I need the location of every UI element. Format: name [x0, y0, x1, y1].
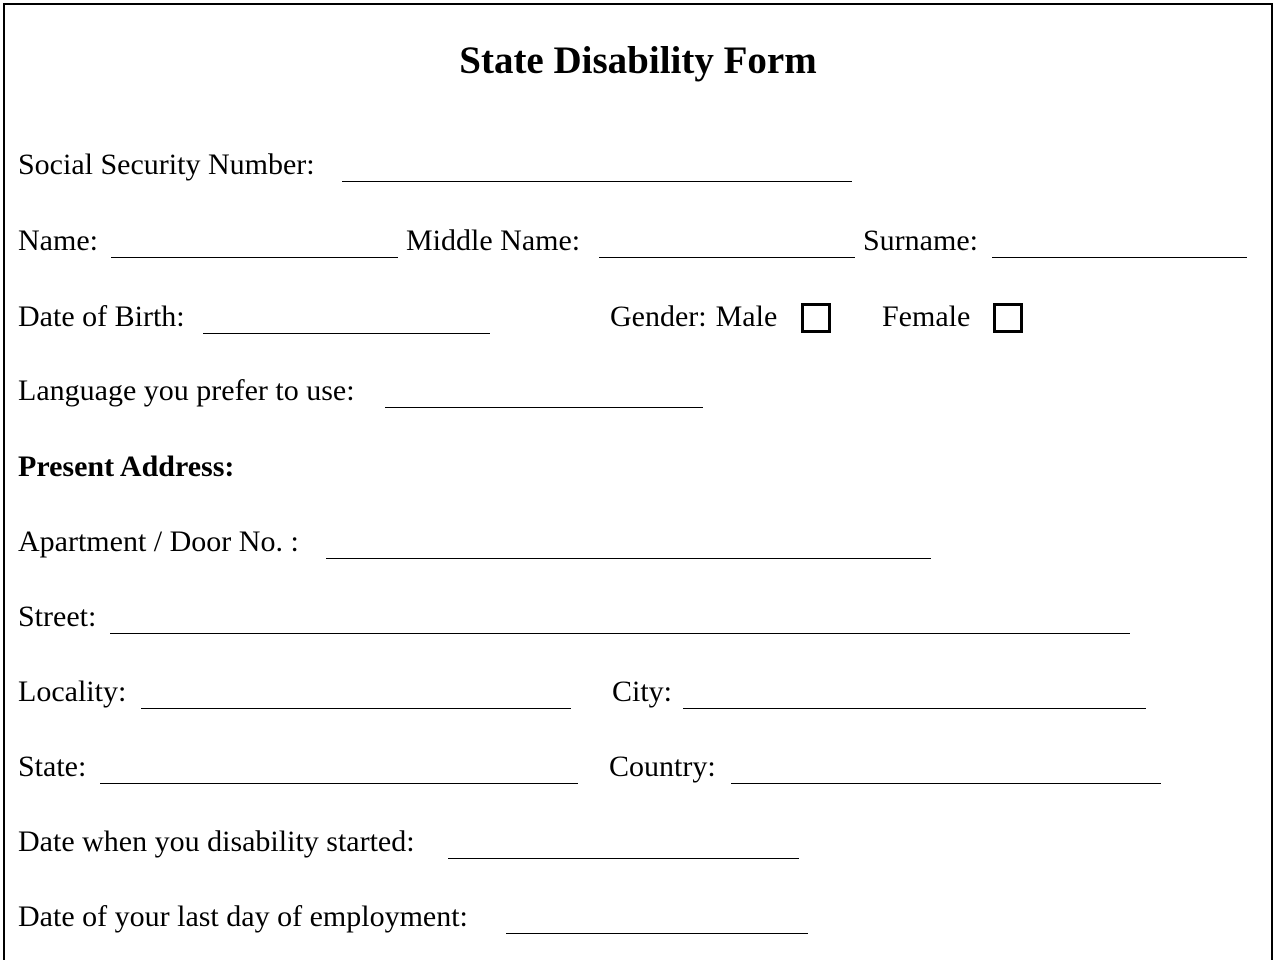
country-field[interactable]	[731, 783, 1161, 784]
surname-field[interactable]	[992, 257, 1247, 258]
surname-label: Surname:	[863, 224, 978, 257]
disability-start-label: Date when you disability started:	[18, 825, 415, 858]
language-field[interactable]	[385, 407, 703, 408]
disability-start-field[interactable]	[448, 858, 799, 859]
middle-name-field[interactable]	[599, 257, 855, 258]
ssn-label: Social Security Number:	[18, 148, 315, 181]
gender-female-checkbox[interactable]	[993, 303, 1023, 333]
city-field[interactable]	[683, 708, 1146, 709]
gender-label: Gender:	[610, 300, 707, 333]
dob-label: Date of Birth:	[18, 300, 185, 333]
state-label: State:	[18, 750, 87, 783]
language-label: Language you prefer to use:	[18, 374, 355, 407]
state-field[interactable]	[100, 783, 578, 784]
present-address-heading: Present Address:	[18, 450, 235, 483]
apartment-label: Apartment / Door No. :	[18, 525, 299, 558]
country-label: Country:	[609, 750, 716, 783]
name-field[interactable]	[111, 257, 398, 258]
gender-group	[610, 299, 777, 335]
middle-name-label: Middle Name:	[406, 224, 581, 257]
dob-field[interactable]	[203, 333, 490, 334]
ssn-field[interactable]	[342, 181, 852, 182]
name-label: Name:	[18, 224, 98, 257]
apartment-field[interactable]	[326, 558, 931, 559]
form-title: State Disability Form	[459, 39, 817, 82]
gender-female-label: Female	[882, 300, 971, 333]
locality-field[interactable]	[141, 708, 571, 709]
gender-male-label: Male	[715, 300, 778, 333]
city-label: City:	[612, 675, 673, 708]
street-field[interactable]	[110, 633, 1130, 634]
locality-label: Locality:	[18, 675, 127, 708]
last-employment-field[interactable]	[506, 933, 808, 934]
street-label: Street:	[18, 600, 97, 633]
last-employment-label: Date of your last day of employment:	[18, 900, 468, 933]
gender-male-checkbox[interactable]	[801, 303, 831, 333]
